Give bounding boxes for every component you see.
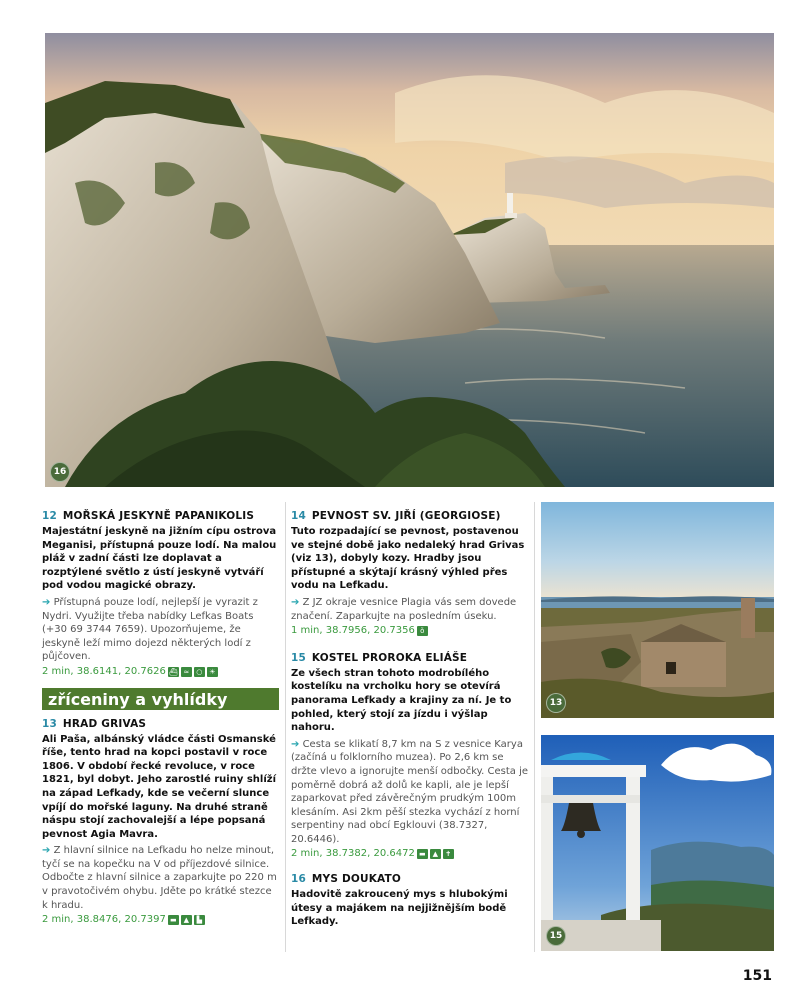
photo-number-badge: 16 xyxy=(50,462,70,482)
cape-doukato-photo xyxy=(45,33,774,487)
entry-practical-info: ➔ Přístupná pouze lodí, nejlepší je vyrazit z Nydri. Využijte třeba nabídky Lefkas Boats (+30 69 3744 7659). Upozorňujeme, že jeskyně leží mimo dojezd některých lodí z půjčoven. xyxy=(42,596,258,663)
column-divider xyxy=(534,502,535,952)
arrow-icon: ➔ xyxy=(291,596,300,608)
entry-12 xyxy=(42,510,279,679)
mountain-icon: ▲ xyxy=(181,915,192,925)
arrow-icon: ➔ xyxy=(42,845,51,857)
entry-meta: 2 min, 38.7382, 20.6472 ▬ ▲ ✝ xyxy=(291,847,528,861)
entry-title: 14 PEVNOST SV. JIŘÍ (GEORGIOSE) xyxy=(291,510,501,522)
entry-13 xyxy=(42,718,279,927)
entry-description: Ali Paša, albánský vládce části Osmanské říše, tento hrad na kopci postavil v roce 1806. V období řecké revoluce, v roce 1821, byl dobyt. Jeho zarostlé ruiny shlíží na západ Lefkady, kde se večerní slunce vpíjí do mořské laguny. Na druhé straně náspu stojí zachovalejší a lépe popsaná pevnost Agia Mavra. xyxy=(42,733,277,840)
entry-title: 12 MOŘSKÁ JESKYNĚ PAPANIKOLIS xyxy=(42,510,255,522)
boots-icon: ▙ xyxy=(194,915,205,925)
left-column xyxy=(42,502,279,927)
entry-description: Majestátní jeskyně na jižním cípu ostrova Meganisi, přístupná pouze lodí. Na malou pláž v zadní části lze doplavat a rozptýlené světlo z ústí jeskyně vytváří pod vodou magické obrazy. xyxy=(42,526,277,592)
entry-title: 15 KOSTEL PROROKA ELIÁŠE xyxy=(291,651,468,664)
entry-meta: 2 min, 38.6141, 20.7626 ⛴ ≈ ○ ☀ xyxy=(42,665,279,679)
entry-description: Ze všech stran tohoto modrobílého kostelíku na vrcholku hory se otevírá panorama Lefkady a krajiny za ní. Je to pohled, který stojí za jízdu i výšlap nahoru. xyxy=(291,667,512,734)
bike-icon: ǒ xyxy=(417,626,428,636)
arrow-icon: ➔ xyxy=(42,596,51,608)
photo-number-badge: 13 xyxy=(546,693,566,713)
sun-icon: ☀ xyxy=(207,667,218,677)
church-icon: ✝ xyxy=(443,849,454,859)
swim-icon: ≈ xyxy=(181,667,192,677)
photo-number-badge: 15 xyxy=(546,926,566,946)
entry-meta: 2 min, 38.8476, 20.7397 ▬ ▲ ▙ xyxy=(42,913,279,927)
entry-16 xyxy=(291,873,528,929)
entry-practical-info: ➔ Cesta se klikatí 8,7 km na S z vesnice Karya (začíná u folklorního muzea). Po 2,6 km se držte vlevo a ignorujte menší odbočky. Cesta je poměrně dobrá až dolů ke kapli, ale je lepší zaparkovat před závěrečným prudkým 100m klesáním. Asi 2km pěší stezka vychází z horní serpentiny nad obcí Egklouvi (38.7327, 20.6446). xyxy=(291,738,529,845)
column-divider xyxy=(285,502,286,952)
entry-practical-info: ➔ Z hlavní silnice na Lefkadu ho nelze minout, tyčí se na kopečku na V od příjezdové silnice. Odbočte z hlavní silnice a zaparkujte po 220 m v pravotočivém ohybu. Jděte po krátké stezce k hradu. xyxy=(42,845,277,911)
fort-georgios-photo xyxy=(541,502,774,718)
chapel-prophet-elias-photo xyxy=(541,735,774,951)
car-icon: ▬ xyxy=(417,849,428,859)
entry-title: 13 HRAD GRIVAS xyxy=(42,717,147,730)
entry-15 xyxy=(291,652,528,861)
entry-14 xyxy=(291,510,528,638)
boat-icon: ⛴ xyxy=(168,667,178,676)
page-number: 151 xyxy=(742,968,772,984)
arrow-icon: ➔ xyxy=(291,738,300,750)
entry-description: Hadovitě zakroucený mys s hlubokými útesy a majákem na nejjižnějším bodě Lefkady. xyxy=(291,889,508,928)
entry-practical-info: ➔ Z JZ okraje vesnice Plagia vás sem dovede značení. Zaparkujte na posledním úseku. xyxy=(291,596,517,622)
mountain-icon: ▲ xyxy=(430,849,441,859)
middle-column xyxy=(291,502,528,929)
entry-meta: 1 min, 38.7956, 20.7356 ǒ xyxy=(291,624,528,638)
section-heading: zříceniny a vyhlídky xyxy=(42,688,279,710)
entry-title: 16 MYS DOUKATO xyxy=(291,873,402,886)
snorkel-icon: ○ xyxy=(194,667,205,677)
car-icon: ▬ xyxy=(168,915,179,925)
entry-description: Tuto rozpadající se pevnost, postavenou ve stejné době jako nedaleký hrad Grivas (viz 13), dobyly kozy. Hradby jsou přístupné a skýtají krásný výhled přes vodu na Lefkadu. xyxy=(291,526,525,592)
